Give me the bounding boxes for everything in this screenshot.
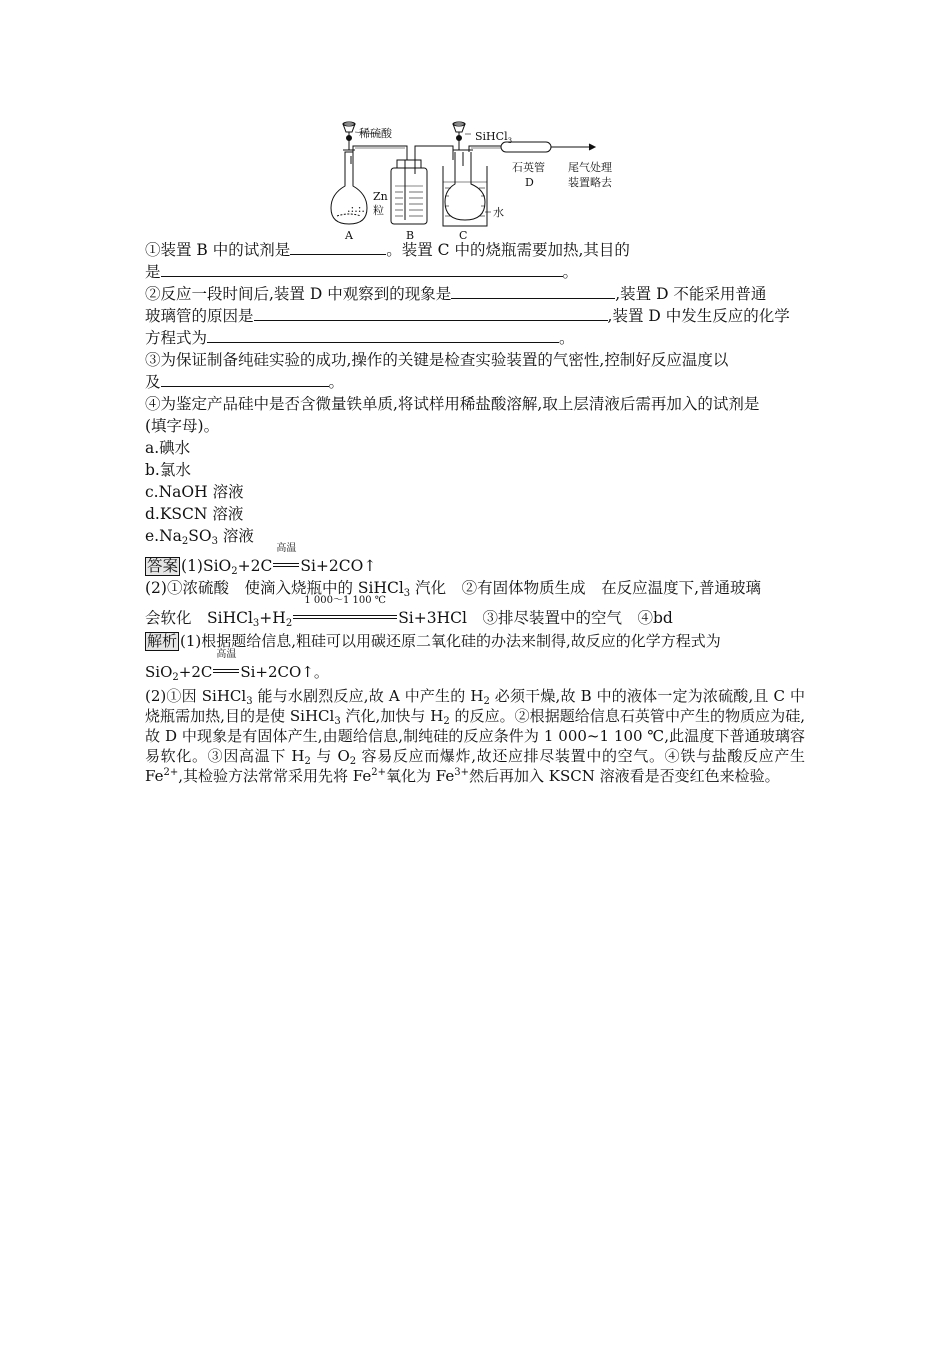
answer-blank[interactable] [254, 306, 608, 321]
label-zn-grain: 粒 [373, 204, 384, 217]
answer-line-1: 答案 (1)SiO$_2$+2C 高温 Si+2CO↑ [147, 543, 377, 577]
label-water: 水 [493, 206, 504, 219]
svg-text:.:.:.: .:.:. [347, 202, 365, 215]
question-4-line-1: ④为鉴定产品硅中是否含微量铁单质,将试样用稀盐酸溶解,取上层清液后需再加入的试剂是 [145, 395, 760, 413]
reaction-condition: 1 000～1 100 ℃ [293, 608, 397, 628]
option-d: d.KSCN 溶液 [145, 505, 244, 523]
question-3-line-2: 及 。 [145, 373, 345, 391]
question-1-line-2: 是 。 [145, 263, 579, 281]
analysis-paragraph: (2)①因 SiHCl$_3$ 能与水剧烈反应,故 A 中产生的 $H_2$ 必须干燥,故 B 中的液体一定为浓硫酸,且 C 中烧瓶需加热,目的是使 SiHCl$_3$ 汽化,加快与 $H_2$ 的反应。②根据题给信息石英管中产生的物质应为硅,故 D 中现象是有固体产生,由题给信息,制纯硅的反应条件为 1 000~1 100 ℃,此温度下普通玻璃容易软化。③因高温下 $H_2$ 与 $O_2$ 容易反应而爆炸,故还应排尽装置中的空气。④铁与盐酸反应产生 $Fe^{2+}$,其检验方法常常采用先将 $Fe^{2+}$氧化为 $Fe^{3+}$然后再加入 KSCN 溶液看是否变红色来检验。 [145, 687, 805, 785]
question-2-line-1: ②反应一段时间后,装置 D 中观察到的现象是 ,装置 D 不能采用普通 [145, 285, 767, 303]
answer-blank[interactable] [161, 262, 563, 277]
analysis-line-2: SiO$_2$+2C 高温 Si+2CO↑。 [145, 649, 329, 683]
answer-tag: 答案 [147, 557, 179, 575]
label-tube: 石英管 [512, 161, 545, 174]
option-e: $e.Na_2SO_3$ 溶液 [145, 527, 254, 547]
question-4-line-2: (填字母)。 [145, 417, 220, 435]
analysis-line-1: 解析 (1)根据题给信息,粗硅可以用碳还原二氧化硅的办法来制得,故反应的化学方程式为 [147, 632, 721, 650]
label-tail1: 尾气处理 [568, 161, 612, 174]
answer-blank[interactable] [207, 328, 559, 343]
answer-line-3: 会软化 $SiHCl_3+H_2$ 1 000～1 100 ℃ Si+3HCl ③排尽装置中的空气 ④bd [145, 595, 673, 629]
answer-blank[interactable] [161, 372, 329, 387]
option-c: c.NaOH 溶液 [145, 483, 244, 501]
label-tail2: 装置略去 [568, 176, 612, 189]
label-acid: 稀硫酸 [359, 127, 392, 140]
label-zn: Zn [373, 190, 388, 203]
label-sihcl3: SiHCl$_3$ [475, 130, 513, 145]
flask-c [445, 152, 485, 220]
answer-line-2: (2)①浓硫酸 使滴入烧瓶中的 SiHCl$_3$ 汽化 ②有固体物质生成 在反应温度下,普通玻璃 [145, 579, 762, 599]
analysis-tag: 解析 [147, 632, 178, 650]
question-1-line-1: ①装置 B 中的试剂是 。装置 C 中的烧瓶需要加热,其目的 [145, 241, 630, 259]
reaction-condition: 高温 [273, 556, 299, 576]
question-2-line-3: 方程式为 。 [145, 329, 575, 347]
option-a: a.碘水 [145, 439, 191, 457]
label-d: D [525, 176, 534, 189]
beaker-c [443, 166, 487, 226]
answer-blank[interactable] [290, 240, 386, 255]
bottle-b [391, 168, 427, 224]
option-b: b.氯水 [145, 461, 191, 479]
label-a: A [345, 229, 353, 242]
answer-blank[interactable] [451, 284, 615, 299]
question-2-line-2: 玻璃管的原因是 ,装置 D 中发生反应的化学 [145, 307, 790, 325]
question-3-line-1: ③为保证制备纯硅实验的成功,操作的关键是检查实验装置的气密性,控制好反应温度以 [145, 351, 729, 369]
reaction-condition: 高温 [213, 662, 239, 682]
label-c: C [459, 229, 468, 242]
label-b: B [406, 229, 415, 242]
apparatus-diagram [325, 116, 655, 246]
